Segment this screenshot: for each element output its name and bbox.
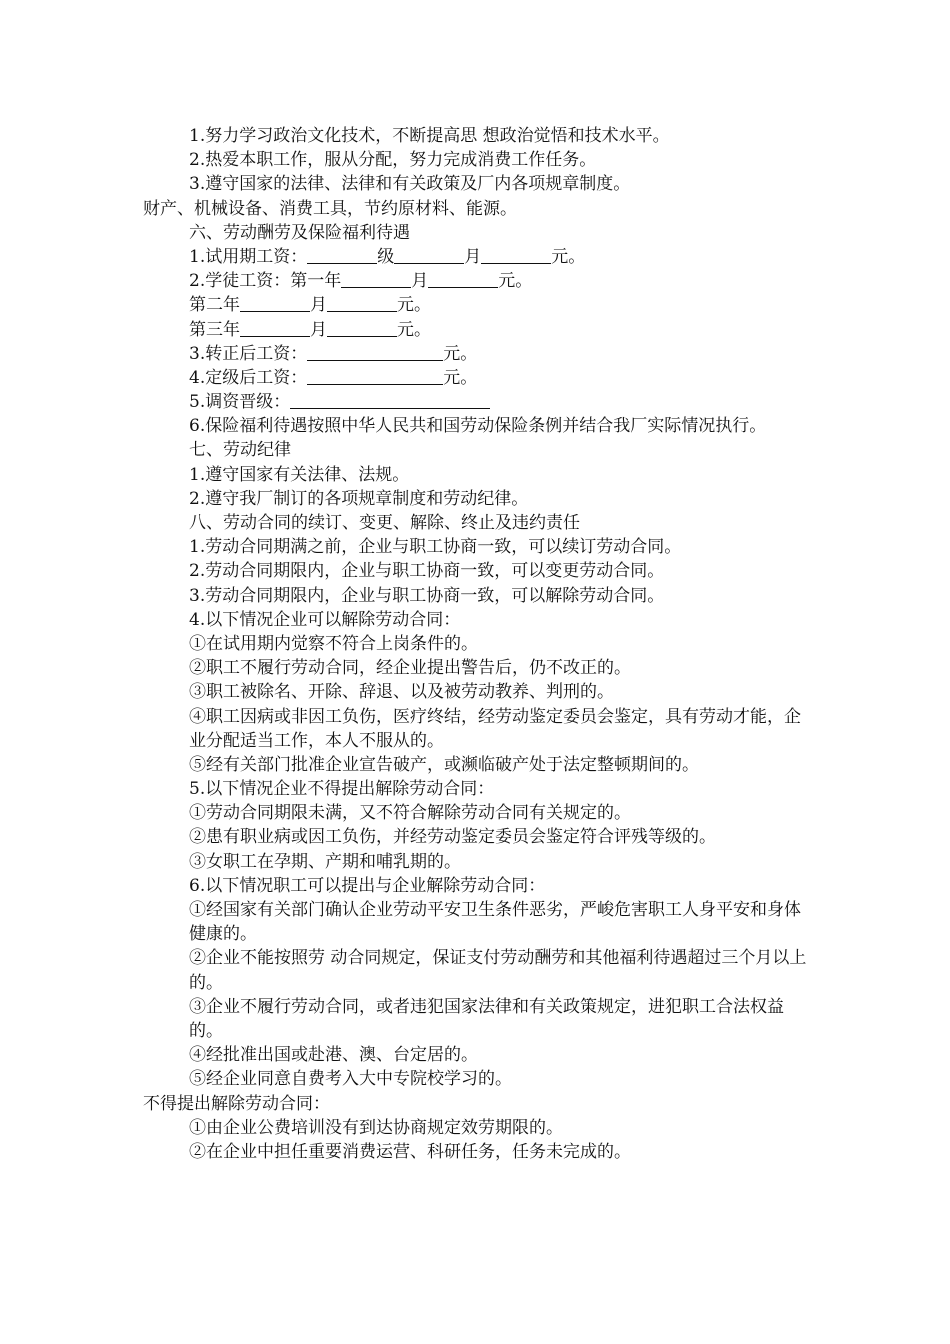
- graded-wage-line: [143, 366, 808, 390]
- label: 级: [377, 246, 395, 267]
- label: 第二年: [189, 295, 240, 316]
- list-item: ①由企业公费培训没有到达协商规定效劳期限的。: [189, 1117, 563, 1138]
- label: 第三年: [189, 319, 240, 340]
- blank-field: [341, 270, 411, 288]
- label: 元。: [498, 271, 533, 292]
- label: 月: [310, 319, 327, 340]
- apprentice-wage-line: [143, 269, 808, 293]
- section-heading: 八、劳动合同的续订、变更、解除、终止及违约责任: [189, 513, 580, 534]
- promotion-line: [143, 390, 808, 414]
- blank-field: [481, 246, 551, 264]
- paragraph: 5.以下情况企业不得提出解除劳动合同：: [189, 779, 495, 800]
- list-item: ⑤经企业同意自费考入大中专院校学习的。: [189, 1069, 512, 1090]
- list-item: ②在企业中担任重要消费运营、科研任务，任务未完成的。: [189, 1142, 631, 1163]
- paragraph: 1.遵守国家有关法律、法规。: [189, 464, 410, 485]
- label: 元。: [443, 343, 478, 364]
- label: 月: [411, 271, 429, 292]
- probation-wage-line: [143, 245, 808, 269]
- paragraph: 不得提出解除劳动合同：: [143, 1093, 330, 1114]
- paragraph: 1.劳动合同期满之前，企业与职工协商一致，可以续订劳动合同。: [189, 537, 682, 558]
- blank-field: [428, 270, 498, 288]
- label: 1.试用期工资：: [189, 246, 308, 267]
- paragraph: 6.以下情况职工可以提出与企业解除劳动合同：: [189, 875, 546, 896]
- label: 元。: [397, 319, 431, 340]
- paragraph: 3.遵守国家的法律、法律和有关政策及厂内各项规章制度。: [189, 174, 631, 195]
- blank-field: [307, 246, 377, 264]
- paragraph: 财产、机械设备、消费工具，节约原材料、能源。: [143, 198, 517, 219]
- section-heading: 七、劳动纪律: [189, 440, 291, 461]
- label: 月: [464, 246, 482, 267]
- paragraph: 4.以下情况企业可以解除劳动合同：: [189, 609, 461, 630]
- list-item: ①在试用期内觉察不符合上岗条件的。: [189, 633, 478, 654]
- label: 4.定级后工资：: [189, 367, 308, 388]
- label: 元。: [397, 295, 431, 316]
- apprentice-year2-line: [143, 293, 808, 317]
- list-item: ②企业不能按照劳 动合同规定，保证支付劳动酬劳和其他福利待遇超过三个月以上的。: [189, 948, 807, 993]
- label: 元。: [443, 367, 478, 388]
- regular-wage-line: [143, 342, 808, 366]
- label: 5.调资晋级：: [189, 392, 291, 413]
- apprentice-year3-line: [143, 318, 808, 342]
- label: 3.转正后工资：: [189, 343, 308, 364]
- paragraph: 2.劳动合同期限内，企业与职工协商一致，可以变更劳动合同。: [189, 561, 665, 582]
- blank-field: [394, 246, 464, 264]
- list-item: ③女职工在孕期、产期和哺乳期的。: [189, 851, 461, 872]
- blank-field: [327, 294, 397, 312]
- label: 2.学徒工资：第一年: [189, 271, 342, 292]
- section-heading: 六、劳动酬劳及保险福利待遇: [189, 222, 410, 243]
- blank-field: [307, 343, 443, 361]
- document-body: [143, 124, 808, 1164]
- list-item: ①劳动合同期限未满，又不符合解除劳动合同有关规定的。: [189, 803, 631, 824]
- list-item: ①经国家有关部门确认企业劳动平安卫生条件恶劣，严峻危害职工人身平安和身体健康的。: [189, 900, 801, 945]
- blank-field: [290, 391, 490, 409]
- blank-field: [307, 367, 443, 385]
- blank-field: [327, 319, 397, 337]
- list-item: ②职工不履行劳动合同，经企业提出警告后，仍不改正的。: [189, 658, 631, 679]
- list-item: ②患有职业病或因工负伤，并经劳动鉴定委员会鉴定符合评残等级的。: [189, 827, 716, 848]
- label: 月: [310, 295, 327, 316]
- paragraph: 2.热爱本职工作，服从分配，努力完成消费工作任务。: [189, 150, 597, 171]
- list-item: ③职工被除名、开除、辞退、以及被劳动教养、判刑的。: [189, 682, 614, 703]
- label: 元。: [551, 246, 586, 267]
- list-item: ④经批准出国或赴港、澳、台定居的。: [189, 1045, 478, 1066]
- blank-field: [240, 294, 310, 312]
- list-item: ③企业不履行劳动合同，或者违犯国家法律和有关政策规定，进犯职工合法权益的。: [189, 996, 784, 1042]
- paragraph: 2.遵守我厂制订的各项规章制度和劳动纪律。: [189, 488, 529, 509]
- list-item: ④职工因病或非因工负伤，医疗终结，经劳动鉴定委员会鉴定，具有劳动才能，企业分配适当工作，本人不服从的。: [189, 706, 801, 751]
- paragraph: 6.保险福利待遇按照中华人民共和国劳动保险条例并结合我厂实际情况执行。: [189, 416, 767, 437]
- list-item: ⑤经有关部门批准企业宣告破产，或濒临破产处于法定整顿期间的。: [189, 754, 699, 775]
- paragraph: 1.努力学习政治文化技术，不断提高思 想政治觉悟和技术水平。: [189, 126, 670, 146]
- paragraph: 3.劳动合同期限内，企业与职工协商一致，可以解除劳动合同。: [189, 585, 665, 606]
- blank-field: [240, 319, 310, 337]
